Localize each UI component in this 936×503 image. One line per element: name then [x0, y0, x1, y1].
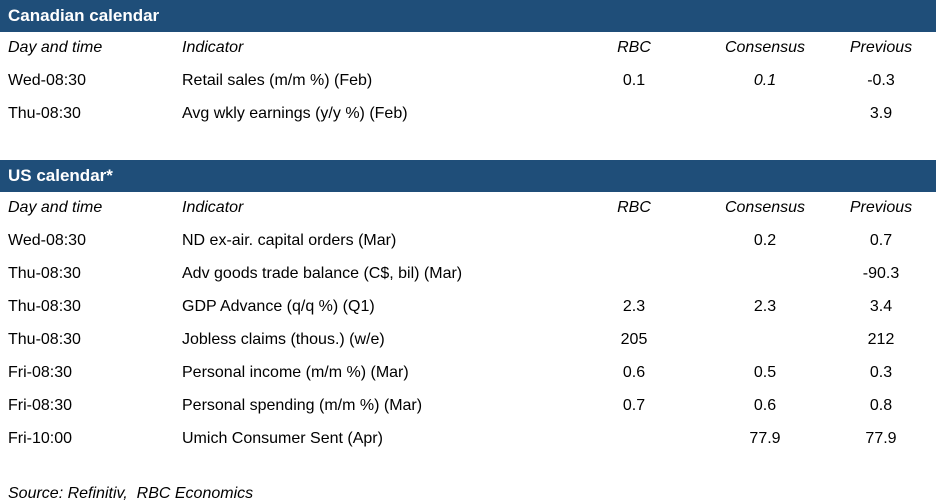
day-cell: Thu-08:30 — [8, 104, 81, 122]
table-row — [0, 422, 936, 455]
day-cell: Thu-08:30 — [8, 297, 81, 315]
us-calendar-title-bar — [0, 160, 936, 192]
column-header-previous: Previous — [849, 199, 913, 216]
table-row — [0, 323, 936, 356]
indicator-cell: Retail sales (m/m %) (Feb) — [182, 71, 373, 89]
us-calendar-table — [0, 192, 936, 455]
column-header-rbc: RBC — [617, 39, 651, 56]
column-header-row — [0, 32, 936, 64]
indicator-cell: Avg wkly earnings (y/y %) (Feb) — [182, 104, 408, 122]
day-cell: Wed-08:30 — [8, 231, 86, 249]
table-row — [0, 290, 936, 323]
table-row — [0, 356, 936, 389]
day-cell: Thu-08:30 — [8, 330, 81, 348]
column-header-previous: Previous — [849, 39, 913, 56]
column-header-consensus: Consensus — [724, 39, 806, 56]
day-cell: Wed-08:30 — [8, 71, 86, 89]
section-title: Canadian calendar — [8, 6, 160, 25]
consensus-cell: 0.2 — [753, 231, 777, 249]
canadian-calendar-title-bar — [0, 0, 936, 32]
consensus-cell: 2.3 — [753, 297, 777, 315]
previous-cell: -90.3 — [862, 264, 900, 282]
indicator-cell: Umich Consumer Sent (Apr) — [182, 429, 383, 447]
column-header-indicator: Indicator — [182, 199, 244, 216]
indicator-cell: GDP Advance (q/q %) (Q1) — [182, 297, 375, 315]
column-header-consensus: Consensus — [724, 199, 806, 216]
rbc-cell: 0.1 — [622, 71, 646, 89]
day-cell: Thu-08:30 — [8, 264, 81, 282]
indicator-cell: Personal spending (m/m %) (Mar) — [182, 396, 423, 414]
column-header-row — [0, 192, 936, 224]
indicator-cell: Adv goods trade balance (C$, bil) (Mar) — [182, 264, 463, 282]
column-header-day-and-time: Day and time — [8, 39, 103, 56]
indicator-cell: Jobless claims (thous.) (w/e) — [182, 330, 385, 348]
rbc-cell — [564, 224, 704, 257]
rbc-cell: 0.6 — [622, 363, 646, 381]
rbc-cell: 2.3 — [622, 297, 646, 315]
indicator-cell: Personal income (m/m %) (Mar) — [182, 363, 409, 381]
previous-cell: 3.9 — [869, 104, 893, 122]
previous-cell: 77.9 — [865, 429, 897, 447]
column-header-rbc: RBC — [617, 199, 651, 216]
canadian-calendar-table — [0, 32, 936, 130]
source-note: Source: Refinitiv, RBC Economics — [8, 485, 254, 502]
indicator-cell: ND ex-air. capital orders (Mar) — [182, 231, 397, 249]
column-header-day-and-time: Day and time — [8, 199, 103, 216]
previous-cell: 0.8 — [869, 396, 893, 414]
table-row — [0, 224, 936, 257]
consensus-cell: 0.1 — [753, 71, 777, 89]
consensus-cell — [704, 97, 826, 130]
rbc-cell — [564, 97, 704, 130]
day-cell: Fri-08:30 — [8, 396, 73, 414]
consensus-cell — [704, 257, 826, 290]
rbc-cell — [564, 257, 704, 290]
previous-cell: 3.4 — [869, 297, 893, 315]
day-cell: Fri-10:00 — [8, 429, 73, 447]
us-calendar-section — [0, 160, 936, 455]
consensus-cell: 77.9 — [749, 429, 781, 447]
previous-cell: -0.3 — [867, 71, 895, 89]
rbc-cell: 205 — [620, 330, 648, 348]
rbc-cell: 0.7 — [622, 396, 646, 414]
column-header-indicator: Indicator — [182, 39, 244, 56]
table-row — [0, 97, 936, 130]
previous-cell: 0.3 — [869, 363, 893, 381]
canadian-calendar-section — [0, 0, 936, 130]
rbc-cell — [564, 422, 704, 455]
table-row — [0, 389, 936, 422]
previous-cell: 212 — [867, 330, 895, 348]
consensus-cell — [704, 323, 826, 356]
table-row — [0, 257, 936, 290]
previous-cell: 0.7 — [869, 231, 893, 249]
consensus-cell: 0.5 — [753, 363, 777, 381]
consensus-cell: 0.6 — [753, 396, 777, 414]
section-title: US calendar* — [8, 166, 113, 185]
day-cell: Fri-08:30 — [8, 363, 73, 381]
table-row — [0, 64, 936, 97]
